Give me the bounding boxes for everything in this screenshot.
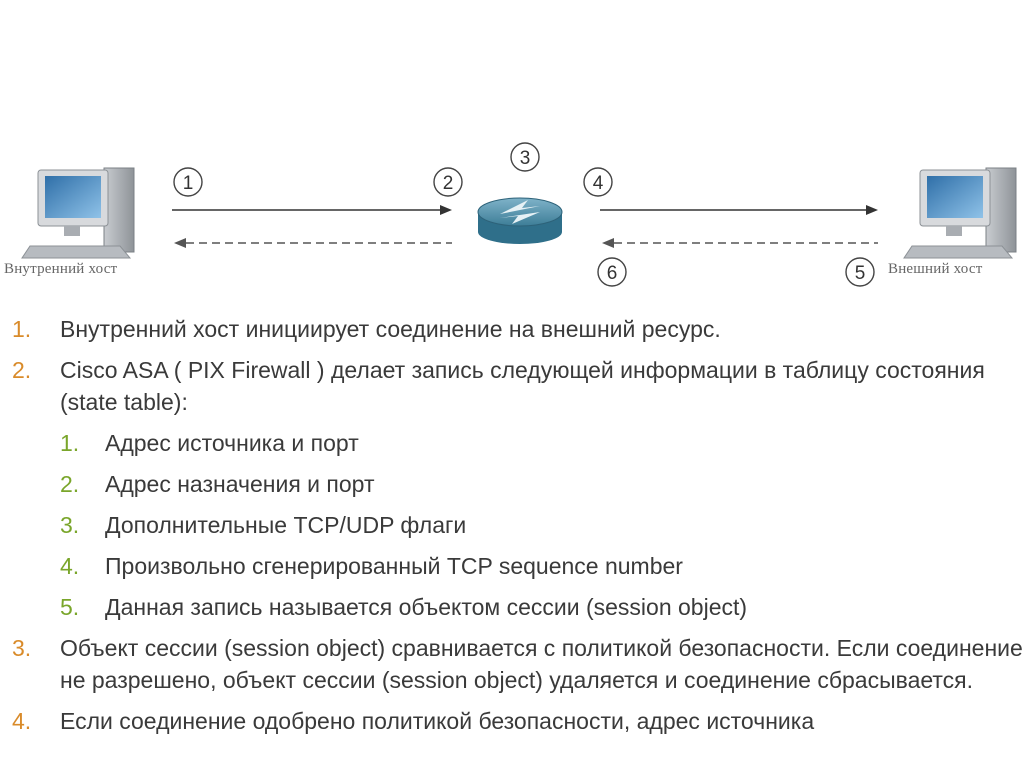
firewall-flow-diagram xyxy=(0,0,1024,300)
list-item-1 xyxy=(0,313,1024,345)
inner-host-computer-icon xyxy=(22,168,134,258)
step-4-label: 4 xyxy=(592,173,604,194)
sublist-item-4-text: Произвольно сгенерированный TCP sequence number xyxy=(105,553,683,579)
sublist-item-1-text: Адрес источника и порт xyxy=(105,430,359,456)
inner-host-label: Внутренний хост xyxy=(4,261,118,277)
sublist-item-2-text: Адрес назначения и порт xyxy=(105,471,375,497)
diagram-canvas xyxy=(0,0,1024,300)
step-1-label: 1 xyxy=(182,173,194,194)
sublist-item-1 xyxy=(0,427,1024,459)
list-item-1-number: 1. xyxy=(12,316,32,342)
list-item-4-text: Если соединение одобрено политикой безопасности, адрес источника xyxy=(60,708,815,734)
sublist-item-2-number: 2. xyxy=(60,471,80,497)
outer-host-label: Внешний хост xyxy=(888,261,983,277)
list-item-3 xyxy=(0,632,1024,696)
list-item-2 xyxy=(0,354,1024,623)
sublist xyxy=(60,427,1024,623)
sublist-item-3-text: Дополнительные TCP/UDP флаги xyxy=(105,512,467,538)
list-item-3-number: 3. xyxy=(12,635,32,661)
list-item-1-text: Внутренний хост инициирует соединение на внешний ресурс. xyxy=(60,316,721,342)
sublist-item-3-number: 3. xyxy=(60,512,80,538)
sublist-item-5 xyxy=(0,591,1024,623)
list-item-2-text: Cisco ASA ( PIX Firewall ) делает запись следующей информации в таблицу состояния (state table): xyxy=(60,357,985,415)
sublist-item-5-text: Данная запись называется объектом сессии (session object) xyxy=(105,594,748,620)
step-6-label: 6 xyxy=(606,263,618,284)
steps-list xyxy=(0,313,1024,746)
list-item-2-number: 2. xyxy=(12,357,32,383)
firewall-router-icon xyxy=(478,198,562,244)
sublist-item-5-number: 5. xyxy=(60,594,80,620)
sublist-item-4-number: 4. xyxy=(60,553,80,579)
list-item-4 xyxy=(0,705,1024,737)
sublist-item-4 xyxy=(0,550,1024,582)
step-5-label: 5 xyxy=(854,263,866,284)
list-item-3-text: Объект сессии (session object) сравнивается с политикой безопасности. Если соединение не разрешено, объект сессии (session object) удаляется и соединение сбрасывается. xyxy=(60,635,1023,693)
step-2-label: 2 xyxy=(442,173,454,194)
step-3-label: 3 xyxy=(519,148,531,169)
sublist-item-1-number: 1. xyxy=(60,430,80,456)
outer-host-computer-icon xyxy=(904,168,1016,258)
sublist-item-3 xyxy=(0,509,1024,541)
list-item-4-number: 4. xyxy=(12,708,32,734)
sublist-item-2 xyxy=(0,468,1024,500)
